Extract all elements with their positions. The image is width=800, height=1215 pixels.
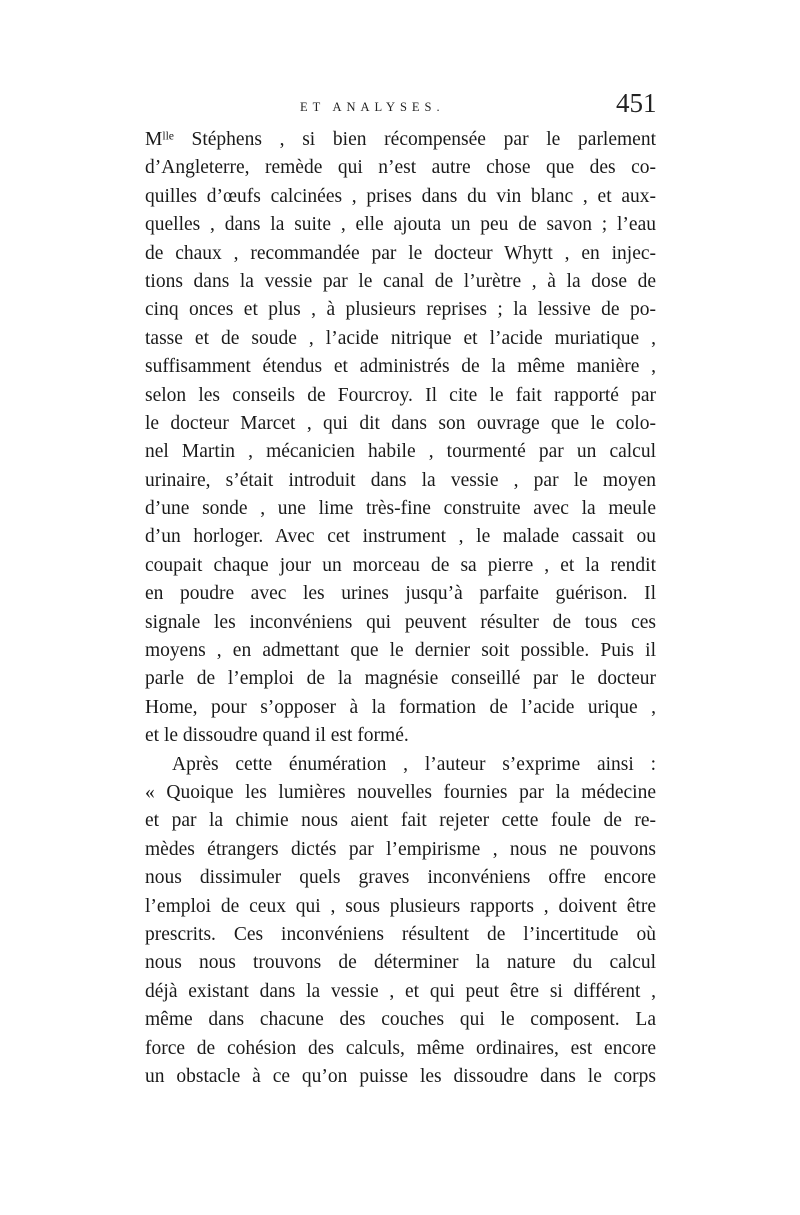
text-line: prescrits. Ces inconvéniens résultent de l’incertitude où xyxy=(145,923,656,945)
text-line: de chaux , recommandée par le docteur Whytt , en injec- xyxy=(145,242,656,264)
text-line: même dans chacune des couches qui le composent. La xyxy=(145,1009,656,1031)
text-line: le docteur Marcet , qui dit dans son ouvrage que le colo- xyxy=(145,412,656,434)
text-line: Mˡˡᵉ Stéphens , si bien récompensée par le parlement xyxy=(145,129,656,150)
text-line: quelles , dans la suite , elle ajouta un peu de savon ; l’eau xyxy=(145,214,656,236)
text-line: Home, pour s’opposer à la formation de l’acide urique , xyxy=(145,696,656,718)
text-line: moyens , en admettant que le dernier soit possible. Puis il xyxy=(145,640,656,662)
page-number: 451 xyxy=(616,88,657,118)
text-line: selon les conseils de Fourcroy. Il cite le fait rapporté par xyxy=(145,384,656,406)
text-line: quilles d’œufs calcinées , prises dans du vin blanc , et aux- xyxy=(145,185,656,207)
text-line: nel Martin , mécanicien habile , tourmenté par un calcul xyxy=(145,441,656,463)
text-line: nous nous trouvons de déterminer la nature du calcul xyxy=(145,952,656,974)
text-line: signale les inconvéniens qui peuvent résulter de tous ces xyxy=(145,611,656,633)
text-line: en poudre avec les urines jusqu’à parfaite guérison. Il xyxy=(145,583,656,605)
text-line: tions dans la vessie par le canal de l’urètre , à la dose de xyxy=(145,270,656,292)
text-line: d’un horloger. Avec cet instrument , le malade cassait ou xyxy=(145,526,656,548)
text-line: nous dissimuler quels graves inconvéniens offre encore xyxy=(145,867,656,889)
text-line: coupait chaque jour un morceau de sa pierre , et la rendit xyxy=(145,554,656,576)
text-line: d’une sonde , une lime très-fine construite avec la meule xyxy=(145,498,656,520)
text-line: tasse et de soude , l’acide nitrique et l’acide muriatique , xyxy=(145,327,656,349)
text-line: « Quoique les lumières nouvelles fournies par la médecine xyxy=(145,781,656,803)
body-text xyxy=(145,126,656,1091)
text-line: urinaire, s’était introduit dans la vessie , par le moyen xyxy=(145,469,656,491)
text-line: un obstacle à ce qu’on puisse les dissoudre dans le corps xyxy=(145,1065,656,1087)
text-line: cinq onces et plus , à plusieurs reprises ; la lessive de po- xyxy=(145,299,656,321)
text-line: déjà existant dans la vessie , et qui peut être si différent , xyxy=(145,980,656,1002)
running-title: ET ANALYSES. xyxy=(300,100,445,114)
text-line: l’emploi de ceux qui , sous plusieurs rapports , doivent être xyxy=(145,895,656,917)
text-line: suffisamment étendus et administrés de la même manière , xyxy=(145,356,656,378)
text-line: force de cohésion des calculs, même ordinaires, est encore xyxy=(145,1037,656,1059)
text-line: et par la chimie nous aient fait rejeter cette foule de re- xyxy=(145,810,656,832)
paragraph-last-line: et le dissoudre quand il est formé. xyxy=(145,725,409,747)
paragraph-first-line: Après cette énumération , l’auteur s’exprime ainsi : xyxy=(172,753,656,775)
text-line: d’Angleterre, remède qui n’est autre chose que des co- xyxy=(145,157,656,179)
text-line: parle de l’emploi de la magnésie conseillé par le docteur xyxy=(145,668,656,690)
text-line: mèdes étrangers dictés par l’empirisme , nous ne pouvons xyxy=(145,838,656,860)
